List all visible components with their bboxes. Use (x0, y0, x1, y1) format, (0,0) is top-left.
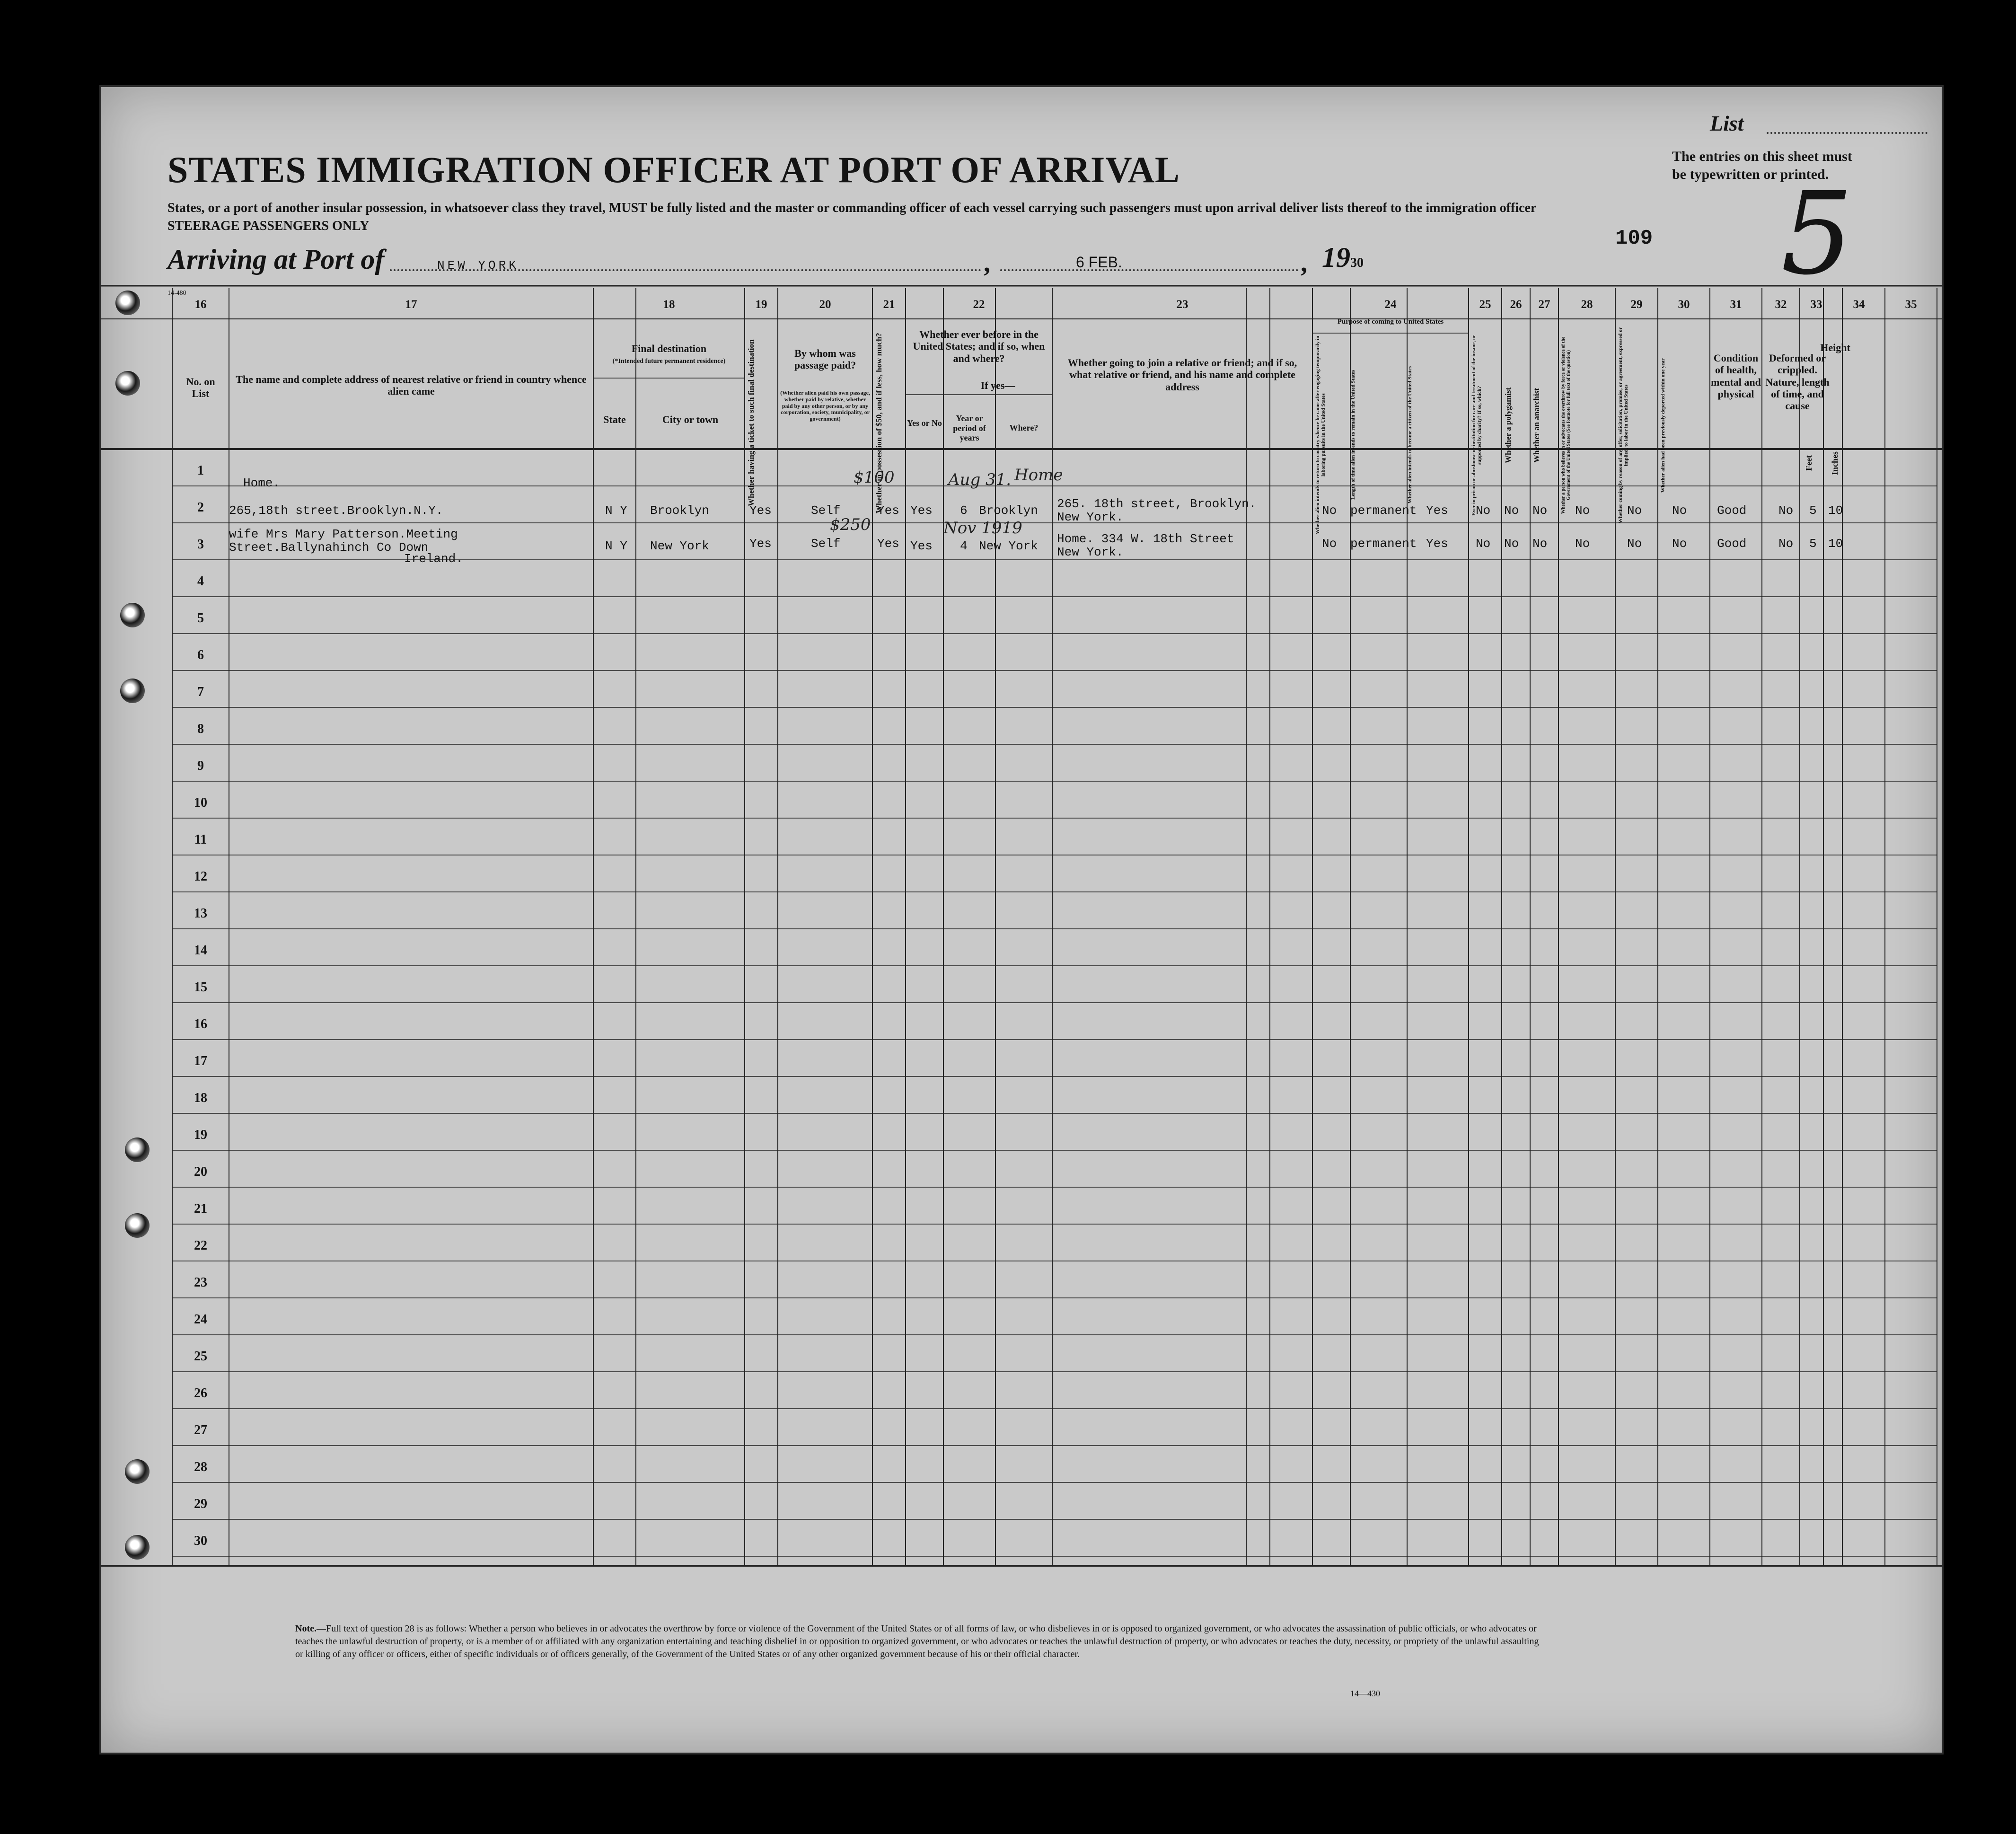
header-feet: Feet (1804, 455, 1814, 471)
row-2-years: 4 (960, 539, 968, 553)
row-number: 25 (194, 1349, 207, 1364)
comma: , (984, 248, 990, 278)
handwritten-sheet-number: 5 (1781, 168, 1853, 300)
row-number: 20 (194, 1164, 207, 1179)
header-passage-paid-note: (Whether alien paid his own passage, whether paid by relative, whether paid by any other person, or by any corporation, society, municipality, or government) (780, 389, 870, 423)
row-number: 3 (197, 537, 204, 552)
row-1-col28: No (1575, 503, 1590, 518)
row-number: 23 (194, 1275, 207, 1290)
header-condition: Condition of health, mental and physical (1711, 352, 1761, 400)
header-year-period: Year or period of years (953, 414, 986, 443)
row-1-feet: 5 (1809, 503, 1817, 518)
row-2-inches: 10 (1828, 537, 1843, 551)
row-1-handwritten-possession: $100 (854, 468, 895, 487)
row-number: 14 (194, 943, 207, 958)
port-value: NEW YORK (437, 258, 519, 273)
row-2-address-line2: Street.Ballynahinch Co Down (229, 540, 429, 555)
row-1-ever-before: Yes (910, 503, 933, 518)
column-number: 35 (1905, 298, 1917, 311)
column-number: 29 (1630, 298, 1643, 311)
header-col30: Whether alien had been previously deported within one year (1660, 358, 1666, 493)
column-number: 17 (405, 298, 417, 311)
row-number: 21 (194, 1201, 207, 1216)
header-where: Where? (1009, 423, 1039, 432)
page-number: 109 (1615, 227, 1653, 250)
row-2-ticket: Yes (749, 537, 772, 551)
column-number: 34 (1853, 298, 1865, 311)
column-number: 16 (194, 298, 207, 311)
row-number: 6 (197, 648, 204, 662)
header-anarchist: Whether an anarchist (1532, 388, 1541, 463)
row-1-joining-line1: 265. 18th street, Brooklyn. (1057, 497, 1257, 511)
instruction-line: States, or a port of another insular possession, in whatsoever class they travel, MUST be fully listed and the master or commanding officer of each vessel carrying such passengers must upon arrival deliver lists thereof to the immigration officer (167, 201, 1537, 215)
header-height: Height (1820, 342, 1850, 353)
row-number: 26 (194, 1386, 207, 1401)
header-possession: Whether in possession of $50, and if less, how much? (874, 333, 883, 513)
column-number: 24 (1384, 298, 1397, 311)
row-2-purpose-2: permanent (1350, 537, 1417, 551)
header-purpose-1: Whether alien intends to return to country whence he came after engaging temporarily in laboring pursuits in the United States (1315, 335, 1327, 534)
row-2-handwritten-possession: $250 (830, 515, 871, 534)
row-1-ticket: Yes (749, 503, 772, 518)
row-1-purpose-2: permanent (1350, 503, 1417, 518)
header-ever-before: Whether ever before in the United States; and if so, when and where? (913, 328, 1045, 364)
row-2-joining-line2: New York. (1057, 545, 1124, 559)
row-2-purpose-1: No (1322, 537, 1337, 551)
column-number: 21 (883, 298, 895, 311)
row-1-deformed: No (1778, 503, 1794, 518)
row-number: 9 (197, 758, 204, 773)
row-2-address-line1: wife Mrs Mary Patterson.Meeting (229, 527, 458, 541)
row-1-condition: Good (1717, 503, 1747, 518)
column-number: 33 (1810, 298, 1822, 311)
row-number: 13 (194, 906, 207, 921)
page-title: STATES IMMIGRATION OFFICER AT PORT OF ARRIVAL (167, 149, 1180, 190)
row-1-paid-by: Self (811, 503, 841, 518)
row-number: 10 (194, 795, 207, 810)
row-number: 30 (194, 1534, 207, 1548)
header-purpose-2: Length of time alien intends to remain in the United States (1350, 370, 1356, 500)
row-1-col25: No (1476, 503, 1491, 518)
row-2-col29: No (1627, 537, 1642, 551)
row-2-col25: No (1476, 537, 1491, 551)
row-1-possession: Yes (877, 503, 899, 518)
row-1-state: N Y (605, 503, 627, 518)
row-number: 28 (194, 1460, 207, 1474)
header-passage-paid: By whom was passage paid? (794, 347, 856, 371)
row-2-polygamist: No (1504, 537, 1519, 551)
column-number: 27 (1538, 298, 1550, 311)
row-1-joining-line2: New York. (1057, 510, 1124, 524)
row-number: 7 (197, 685, 204, 699)
row-2-where: New York (979, 539, 1038, 553)
header-nearest-relative: The name and complete address of nearest relative or friend in country whence alien came (236, 373, 587, 397)
row-2-city: New York (650, 539, 709, 553)
header-col29: Whether coming by reason of any offer, solicitation, promise, or agreement, expressed or implied, to labor in the United States (1618, 327, 1629, 524)
header-deformed: Deformed or crippled. Nature, length of time, and cause (1765, 352, 1830, 412)
typewritten-note-1: The entries on this sheet must (1672, 149, 1852, 164)
row-2-ever-before: Yes (910, 539, 933, 553)
row-1-address-line2: 265,18th street.Brooklyn.N.Y. (229, 503, 443, 518)
row-number: 5 (197, 611, 204, 626)
row-2-deformed: No (1778, 537, 1794, 551)
row-1-purpose-1: No (1322, 503, 1337, 518)
row-1-city: Brooklyn (650, 503, 709, 518)
row-number: 2 (197, 500, 204, 515)
row-number: 29 (194, 1497, 207, 1511)
row-1-col30: No (1672, 503, 1687, 518)
row-2-purpose-3: Yes (1426, 537, 1448, 551)
header-col28: Whether a person who believes in or advocates the overthrow by force or violence of the Government of the United States (See footnote for full text of the question) (1561, 336, 1571, 514)
row-2-condition: Good (1717, 537, 1747, 551)
header-joining: Whether going to join a relative or friend; and if so, what relative or friend, and his name and complete address (1067, 357, 1297, 393)
form-code: 14—430 (1350, 1689, 1380, 1698)
row-number: 24 (194, 1312, 207, 1327)
header-polygamist: Whether a polygamist (1504, 387, 1513, 464)
row-number: 27 (194, 1423, 207, 1437)
column-number: 31 (1730, 298, 1742, 311)
footnote-question-28: Note.—Full text of question 28 is as follows: Whether a person who believes in or advocates the overthrow by force or violence of the Government of the United States or of all forms of law, or who disbelieves in or is opposed to organized government, or who advocates the assassination of public officials, or who advocates or teaches the unlawful destruction of property, or is a member of or affiliated with any organization entertaining and teaching disbelief in or opposition to organized government, or who advocates or teaches the unlawful destruction of property, or who advocates or teaches the duty, necessity, or propriety of the unlawful assaulting or killing of any officer or officers, either of specific individuals or of officers generally, of the Government of the United States or of any other organized government because of his or their official character. (295, 1623, 1539, 1659)
row-number: 15 (194, 980, 207, 995)
column-number: 26 (1510, 298, 1522, 311)
header-ticket: Whether having a ticket to such final destination (747, 339, 756, 507)
column-number: 22 (973, 298, 985, 311)
row-2-col30: No (1672, 537, 1687, 551)
row-1-years: 6 (960, 503, 968, 518)
column-number: 28 (1581, 298, 1593, 311)
row-number: 12 (194, 869, 207, 884)
header-final-destination-note: (*Intended future permanent residence) (612, 358, 726, 365)
row-2-joining-line1: Home. 334 W. 18th Street (1057, 532, 1234, 546)
row-2-anarchist: No (1532, 537, 1548, 551)
manifest-sheet (99, 85, 1944, 1755)
header-if-yes: If yes— (980, 379, 1015, 391)
row-number: 17 (194, 1054, 207, 1068)
row-1-handwritten-joining: Home (1014, 466, 1063, 485)
typewritten-note-2: be typewritten or printed. (1672, 167, 1829, 182)
column-number: 19 (755, 298, 767, 311)
row-number: 19 (194, 1128, 207, 1142)
row-2-handwritten-year: Nov 1919 (943, 519, 1022, 538)
row-2-possession: Yes (877, 537, 899, 551)
column-number: 18 (663, 298, 675, 311)
row-number: 18 (194, 1091, 207, 1105)
header-final-destination: Final destination (631, 343, 707, 354)
comma: , (1301, 248, 1307, 278)
list-label: List (1710, 111, 1744, 135)
row-1-anarchist: No (1532, 503, 1548, 518)
row-1-where: Brooklyn (979, 503, 1038, 518)
row-2-feet: 5 (1809, 537, 1817, 551)
row-number: 8 (197, 722, 204, 736)
header-yes-no: Yes or No (907, 418, 942, 428)
header-purpose-3: Whether alien intends to become a citizen of the United States (1407, 366, 1413, 504)
row-number: 22 (194, 1238, 207, 1253)
row-2-col28: No (1575, 537, 1590, 551)
row-2-paid-by: Self (811, 537, 841, 551)
row-2-state: N Y (605, 539, 627, 553)
header-no-on-list: No. on List (186, 376, 215, 400)
column-number: 20 (819, 298, 831, 311)
arriving-port-label: Arriving at Port of (167, 244, 385, 275)
arrival-date-stamp: 6 FEB. (1076, 254, 1122, 271)
row-1-purpose-3: Yes (1426, 503, 1448, 518)
header-state: State (603, 414, 626, 425)
row-1-address-line1: Home. (243, 476, 281, 490)
column-number: 23 (1176, 298, 1188, 311)
row-number: 4 (197, 574, 204, 589)
header-inches: Inches (1830, 451, 1840, 476)
header-purpose: Purpose of coming to United States (1337, 318, 1444, 326)
header-city: City or town (662, 414, 719, 425)
year-label: 1930 (1322, 242, 1364, 273)
row-number: 11 (194, 832, 207, 847)
header-col25: Ever in prison or almshouse or institution for care and treatment of the insane, or supported by charity? If so, which? (1471, 335, 1483, 516)
column-number: 30 (1678, 298, 1690, 311)
row-1-handwritten-year: Aug 31. (948, 470, 1012, 489)
row-2-address-line3: Ireland. (404, 552, 463, 566)
row-1-inches: 10 (1828, 503, 1843, 518)
column-number: 25 (1479, 298, 1491, 311)
form-code-top: 14-480 (167, 290, 186, 297)
row-number: 1 (197, 463, 204, 478)
row-1-col29: No (1627, 503, 1642, 518)
row-1-polygamist: No (1504, 503, 1519, 518)
passenger-class: STEERAGE PASSENGERS ONLY (167, 219, 370, 233)
column-number: 32 (1775, 298, 1787, 311)
row-number: 16 (194, 1017, 207, 1032)
